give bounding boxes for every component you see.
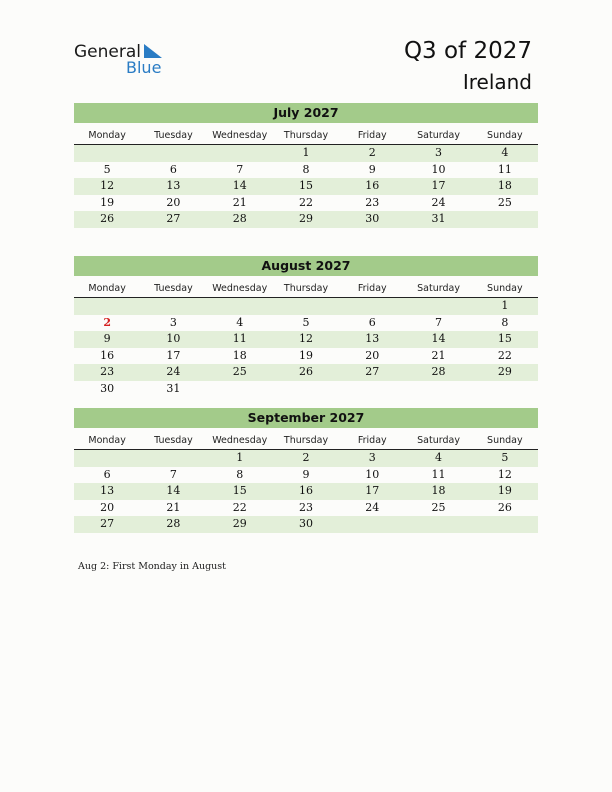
- day-cell: [140, 298, 206, 315]
- day-cell: 19: [100, 195, 115, 209]
- weekday-label: Wednesday: [212, 130, 268, 141]
- day-cell: 19: [298, 348, 313, 362]
- day-cell: 14: [166, 484, 181, 497]
- day-cell: 29: [497, 365, 512, 378]
- month-calendar-august: [74, 256, 538, 397]
- day-cell: 20: [166, 195, 181, 209]
- month-title: July 2027: [74, 103, 538, 123]
- day-cell: [74, 145, 140, 162]
- day-cell: 22: [298, 195, 313, 209]
- month-calendar-september: [74, 408, 538, 533]
- day-cell: 18: [232, 348, 247, 362]
- logo-blue-text: Blue: [126, 58, 162, 77]
- day-cell: [472, 381, 538, 398]
- day-cell: [472, 211, 538, 228]
- day-cell: 27: [365, 365, 380, 378]
- day-cell: 22: [232, 500, 247, 514]
- day-cell: 15: [298, 179, 313, 192]
- weekday-label: Monday: [88, 435, 126, 446]
- day-cell: 26: [497, 500, 512, 514]
- day-cell: 18: [497, 179, 512, 192]
- day-cell: 24: [365, 500, 380, 514]
- week-row: [74, 298, 538, 315]
- day-cell: 28: [232, 212, 247, 225]
- day-cell: 3: [169, 315, 177, 329]
- day-cell: 1: [302, 146, 310, 159]
- week-row: [74, 450, 538, 467]
- day-cell: 10: [166, 332, 181, 345]
- day-cell: 29: [298, 212, 313, 225]
- day-cell: 2: [302, 451, 310, 464]
- holiday-day-cell: 2: [103, 315, 111, 329]
- day-cell: 15: [232, 484, 247, 497]
- day-cell: [140, 450, 206, 467]
- day-cell: 9: [302, 467, 310, 481]
- week-row: [74, 364, 538, 381]
- day-cell: 17: [431, 179, 446, 192]
- day-cell: 21: [431, 348, 446, 362]
- day-cell: 8: [302, 162, 310, 176]
- day-cell: 17: [166, 348, 181, 362]
- day-cell: 26: [100, 212, 115, 225]
- day-cell: 1: [501, 299, 509, 312]
- day-cell: 6: [103, 467, 111, 481]
- weekday-label: Saturday: [417, 283, 460, 294]
- week-row: [74, 315, 538, 332]
- day-cell: 28: [166, 517, 181, 530]
- weekday-label: Friday: [357, 435, 387, 446]
- day-cell: 21: [232, 195, 247, 209]
- day-cell: 23: [365, 195, 380, 209]
- day-cell: 26: [298, 365, 313, 378]
- day-cell: 25: [497, 195, 512, 209]
- day-cell: 23: [100, 365, 115, 378]
- day-cell: 2: [368, 146, 376, 159]
- month-calendar-july: [74, 103, 538, 228]
- day-cell: 21: [166, 500, 181, 514]
- day-cell: 12: [497, 467, 512, 481]
- weekday-label: Sunday: [487, 130, 523, 141]
- day-cell: 5: [302, 315, 310, 329]
- weekday-header-row: [74, 127, 538, 145]
- page-title: Q3 of 2027: [403, 38, 532, 64]
- day-cell: 23: [298, 500, 313, 514]
- weekday-label: Wednesday: [212, 283, 268, 294]
- day-cell: 7: [435, 315, 443, 329]
- day-cell: 4: [435, 451, 443, 464]
- day-cell: 13: [166, 179, 181, 192]
- weekday-label: Sunday: [487, 283, 523, 294]
- week-row: [74, 211, 538, 228]
- week-row: [74, 516, 538, 533]
- week-row: [74, 331, 538, 348]
- day-cell: 11: [232, 332, 247, 345]
- day-cell: 6: [169, 162, 177, 176]
- day-cell: 11: [431, 467, 446, 481]
- weekday-header-row: [74, 432, 538, 450]
- day-cell: 25: [232, 365, 247, 378]
- day-cell: [207, 381, 273, 398]
- day-cell: 12: [100, 179, 115, 192]
- day-cell: [207, 145, 273, 162]
- day-cell: 24: [431, 195, 446, 209]
- day-cell: 16: [365, 179, 380, 192]
- day-cell: 11: [497, 162, 512, 176]
- day-cell: 16: [100, 348, 115, 362]
- month-title: August 2027: [74, 256, 538, 276]
- day-cell: [339, 516, 405, 533]
- day-cell: [405, 381, 471, 398]
- weekday-label: Wednesday: [212, 435, 268, 446]
- weekday-label: Friday: [357, 283, 387, 294]
- day-cell: [74, 298, 140, 315]
- day-cell: 30: [298, 517, 313, 530]
- day-cell: 7: [169, 467, 177, 481]
- day-cell: 15: [497, 332, 512, 345]
- day-cell: [140, 145, 206, 162]
- month-title: September 2027: [74, 408, 538, 428]
- day-cell: 10: [431, 162, 446, 176]
- generalblue-logo: [74, 42, 174, 78]
- weekday-label: Saturday: [417, 435, 460, 446]
- day-cell: 8: [501, 315, 509, 329]
- day-cell: 19: [497, 484, 512, 497]
- weekday-label: Monday: [88, 283, 126, 294]
- day-cell: 5: [501, 451, 509, 464]
- week-row: [74, 162, 538, 179]
- day-cell: 7: [236, 162, 244, 176]
- day-cell: 30: [365, 212, 380, 225]
- day-cell: [74, 450, 140, 467]
- country-name: Ireland: [462, 70, 532, 94]
- weekday-label: Saturday: [417, 130, 460, 141]
- weekday-label: Sunday: [487, 435, 523, 446]
- day-cell: [472, 516, 538, 533]
- day-cell: [405, 516, 471, 533]
- weekday-label: Thursday: [283, 283, 329, 294]
- day-cell: 29: [232, 517, 247, 530]
- day-cell: 4: [236, 315, 244, 329]
- day-cell: [273, 381, 339, 398]
- day-cell: 25: [431, 500, 446, 514]
- week-row: [74, 500, 538, 517]
- weekday-header-row: [74, 280, 538, 298]
- day-cell: 31: [166, 381, 181, 395]
- day-cell: 27: [100, 517, 115, 530]
- weekday-label: Tuesday: [154, 283, 193, 294]
- day-cell: 14: [232, 179, 247, 192]
- week-row: [74, 467, 538, 484]
- day-cell: 9: [103, 332, 111, 345]
- day-cell: 20: [100, 500, 115, 514]
- weekday-label: Tuesday: [154, 130, 193, 141]
- week-row: [74, 195, 538, 212]
- day-cell: 20: [365, 348, 380, 362]
- day-cell: [405, 298, 471, 315]
- day-cell: [339, 298, 405, 315]
- week-row: [74, 178, 538, 195]
- day-cell: 27: [166, 212, 181, 225]
- day-cell: 31: [431, 212, 446, 225]
- day-cell: 13: [365, 332, 380, 345]
- day-cell: 3: [435, 146, 443, 159]
- day-cell: [207, 298, 273, 315]
- day-cell: 24: [166, 365, 181, 378]
- weekday-label: Thursday: [283, 130, 329, 141]
- weekday-label: Tuesday: [154, 435, 193, 446]
- day-cell: 18: [431, 484, 446, 497]
- day-cell: 3: [368, 451, 376, 464]
- day-cell: 13: [100, 484, 115, 497]
- day-cell: 12: [298, 332, 313, 345]
- week-row: [74, 145, 538, 162]
- logo-general-text: General: [74, 42, 141, 62]
- day-cell: 16: [298, 484, 313, 497]
- weekday-label: Monday: [88, 130, 126, 141]
- day-cell: [273, 298, 339, 315]
- week-row: [74, 348, 538, 365]
- day-cell: 28: [431, 365, 446, 378]
- day-cell: 17: [365, 484, 380, 497]
- day-cell: 10: [365, 467, 380, 481]
- weekday-label: Thursday: [283, 435, 329, 446]
- day-cell: 4: [501, 146, 509, 159]
- day-cell: 9: [368, 162, 376, 176]
- holiday-note: Aug 2: First Monday in August: [78, 561, 226, 572]
- day-cell: 30: [100, 381, 115, 395]
- day-cell: 14: [431, 332, 446, 345]
- day-cell: 22: [497, 348, 512, 362]
- weekday-label: Friday: [357, 130, 387, 141]
- day-cell: [339, 381, 405, 398]
- day-cell: 8: [236, 467, 244, 481]
- day-cell: 5: [103, 162, 111, 176]
- week-row: [74, 483, 538, 500]
- day-cell: 1: [236, 451, 244, 464]
- week-row: [74, 381, 538, 398]
- day-cell: 6: [368, 315, 376, 329]
